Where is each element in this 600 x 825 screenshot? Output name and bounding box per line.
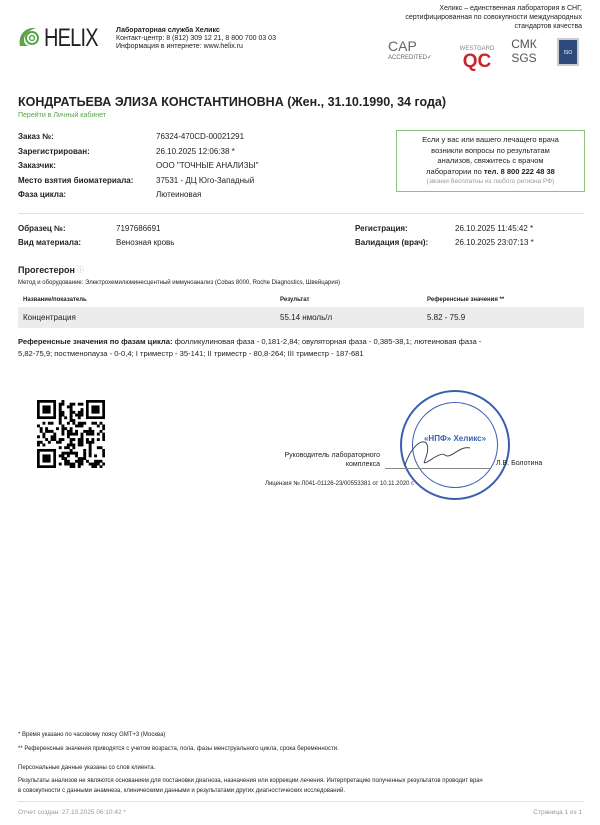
- row-name: Концентрация: [23, 313, 76, 322]
- logo-text: HELIX: [44, 24, 98, 52]
- footnote-ref: ** Референсные значения приводятся с учетом возраста, пола, фазы менструального цикла, срока беременности.: [18, 746, 339, 752]
- order-label: Заказчик:: [18, 161, 56, 170]
- page-number: Страница 1 из 1: [533, 809, 582, 816]
- sgs-logo: СМК SGS: [511, 37, 537, 65]
- phase-ref-text: 5,82-75,9; постменопауза - 0-0,4; I триместр - 35-141; II триместр - 80,8-264; III триместр - 187-681: [18, 349, 364, 358]
- signature-line: [385, 468, 490, 469]
- order-label: Зарегистрирован:: [18, 146, 90, 156]
- cap-logo: CAP ACCREDITED✓: [388, 38, 433, 61]
- signer-name: Л.В. Болотина: [496, 460, 543, 467]
- footnote-time: * Время указано по часовому поясу GMT+3 (Москва): [18, 732, 166, 738]
- registration-value: 26.10.2025 11:45:42 *: [455, 224, 534, 233]
- divider: [18, 213, 584, 214]
- col-ref: Референсные значения **: [427, 297, 505, 303]
- phase-ref: [18, 336, 481, 360]
- order-value: ООО "ТОЧНЫЕ АНАЛИЗЫ": [156, 161, 259, 170]
- order-value: Лютеиновая: [156, 190, 202, 199]
- test-name-text: Прогестерон: [18, 265, 75, 275]
- helix-logo-icon: [16, 24, 42, 50]
- material-label: Вид материала:: [18, 238, 82, 247]
- lab-contact: Контакт-центр: 8 (812) 309 12 21, 8 800 700 03 03: [116, 35, 276, 42]
- contact-line: лаборатории по: [426, 166, 484, 176]
- test-name: [18, 265, 84, 275]
- westgard-qc-logo: WESTGARD QC: [459, 46, 495, 72]
- order-label: Место взятия биоматериала:: [18, 175, 134, 185]
- disclaimer: в совокупности с данными анамнеза, клиническими данными и результатами других диагностических исследований.: [18, 788, 345, 794]
- stamp-text: «НПФ» Хеликс»: [423, 434, 487, 443]
- order-value: 26.10.2025 12:06:38 *: [156, 146, 235, 156]
- signature-role-line: комплекса: [345, 461, 380, 468]
- signature-role: [265, 451, 380, 469]
- disclaimer: Результаты анализов не являются основанием для постановки диагноза, назначения или коррекции лечения. Интерпретацию полученных результатов проводит врач: [18, 778, 483, 784]
- lab-website: Информация в интернете: www.helix.ru: [116, 43, 243, 50]
- helix-logo: [16, 24, 98, 52]
- row-ref: 5.82 - 75.9: [427, 313, 466, 322]
- slogan: [405, 4, 582, 31]
- contact-phone[interactable]: тел. 8 800 222 48 38: [483, 166, 555, 176]
- order-label: Фаза цикла:: [18, 190, 67, 199]
- contact-line: Если у вас или вашего лечащего врача: [422, 135, 559, 144]
- contact-line: анализов, свяжитесь с врачом: [437, 156, 544, 165]
- row-result: 55.14 нмоль/л: [280, 313, 333, 322]
- sample-label: Образец №:: [18, 224, 66, 233]
- qr-code: [37, 400, 105, 468]
- license: Лицензия № Л041-01126-23/00553381 от 10.11.2020 г.: [265, 481, 415, 487]
- material-value: Венозная кровь: [116, 238, 175, 247]
- phase-ref-label: Референсные значения по фазам цикла:: [18, 337, 173, 346]
- iso-logo: [557, 38, 579, 66]
- slogan-line: стандартов качества: [514, 23, 582, 30]
- validation-label: Валидация (врач):: [355, 238, 429, 247]
- phase-ref-text: фолликулиновая фаза - 0,181-2,84; овуляторная фаза - 0,385-38,1; лютеиновая фаза -: [172, 337, 482, 346]
- contact-note: (звонки бесплатны из любого региона РФ): [426, 178, 555, 185]
- signature-role-line: Руководитель лабораторного: [284, 452, 380, 459]
- patient-title: КОНДРАТЬЕВА ЭЛИЗА КОНСТАНТИНОВНА (Жен., 31.10.1990, 34 года): [18, 95, 447, 109]
- col-result: Результат: [280, 297, 310, 303]
- info-icon[interactable]: ⓘ: [74, 267, 84, 274]
- divider: [18, 801, 584, 802]
- iso-logo-text: ISO: [563, 50, 573, 56]
- contact-line: возникли вопросы по результатам: [431, 145, 550, 155]
- contact-box: [396, 130, 585, 192]
- order-label: Заказ №:: [18, 132, 54, 141]
- order-value: 37531 - ДЦ Юго-Западный: [156, 175, 255, 185]
- validation-value: 26.10.2025 23:07:13 *: [455, 238, 534, 247]
- sample-value: 7197686691: [116, 224, 161, 233]
- test-method: Метод и оборудование: Электрохемилюминесцентный иммуноанализ (Cobas 8000, Roche Diagnostics, Швейцария): [18, 280, 340, 286]
- table-row: [18, 307, 584, 328]
- report-created: Отчет создан: 27.10.2025 06:10:42 *: [18, 809, 126, 816]
- order-value: 76324-470CD-00021291: [156, 132, 245, 141]
- personal-data-note: Персональные данные указаны со слов клиента.: [18, 765, 156, 771]
- registration-label: Регистрация:: [355, 224, 408, 233]
- lab-name: Лабораторная служба Хеликс: [116, 27, 220, 34]
- slogan-line: сертифицированная по совокупности международных: [405, 14, 582, 21]
- slogan-line: Хеликс – единственная лаборатория в СНГ,: [439, 5, 582, 12]
- col-name: Название/показатель: [23, 297, 87, 303]
- cabinet-link[interactable]: Перейти в Личный кабинет: [18, 112, 107, 119]
